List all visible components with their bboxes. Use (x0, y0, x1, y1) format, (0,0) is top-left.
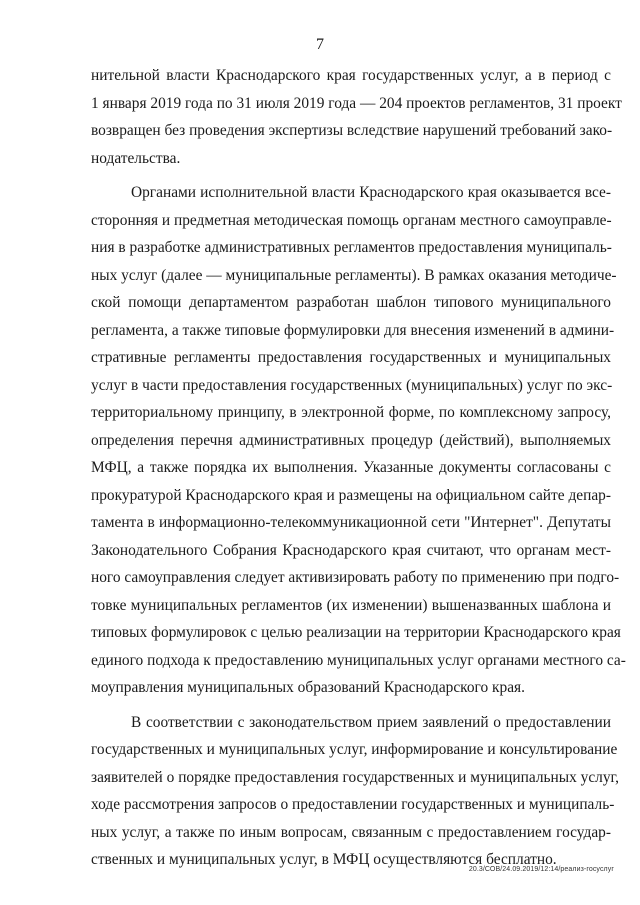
text-line: нодательства. (91, 149, 181, 167)
text-line: сторонняя и предметная методическая помощь органам местного самоуправле- (91, 211, 612, 229)
text-line: типовых формулировок с целью реализации на территории Краснодарского края (91, 624, 621, 641)
text-line: территориальному принципу, в электронной форме, по комплексному запросу, (91, 404, 611, 421)
text-line: ской помощи департаментом разработан шаблон типового муниципального (91, 294, 611, 311)
text-line: возвращен без проведения экспертизы вследствие нарушений требований зако- (91, 122, 613, 139)
text-line: ния в разработке административных регламентов предоставления муниципаль- (91, 239, 612, 256)
document-registration-code: 20.3/СОВ/24.09.2019/12:14/реализ-госуслуг (468, 866, 614, 873)
text-line: регламента, а также типовые формулировки для внесения изменений в админи- (91, 321, 615, 339)
text-line: моуправления муниципальных образований Краснодарского края. (91, 679, 525, 696)
text-line: ходе рассмотрения запросов о предоставлении государственных и муниципаль- (91, 796, 615, 813)
text-line: ных услуг (далее — муниципальные регламенты). В рамках оказания методиче- (91, 266, 617, 284)
text-line: ных услуг, а также по иным вопросам, связанным с предоставлением государ- (91, 823, 611, 841)
text-line: ственных и муниципальных услуг, в МФЦ осуществляются бесплатно. (91, 851, 557, 868)
page-number: 7 (316, 36, 324, 53)
text-line: определения перечня административных процедур (действий), выполняемых (91, 431, 611, 449)
text-line: МФЦ, а также порядка их выполнения. Указанные документы согласованы с (91, 459, 611, 476)
text-line: услуг в части предоставления государственных (муниципальных) услуг по экс- (91, 376, 613, 394)
paragraph-1 (91, 62, 622, 172)
text-line: В соответствии с законодательством прием заявлений о предоставлении (131, 713, 611, 731)
text-line: товке муниципальных регламентов (их изменении) вышеназванных шаблона и (91, 596, 611, 614)
text-line: тамента в информационно-телекоммуникационной сети "Интернет". Депутаты (91, 514, 611, 531)
text-line: государственных и муниципальных услуг, информирование и консультирование (91, 741, 618, 758)
text-line: ного самоуправления следует активизировать работу по применению при подго- (91, 569, 620, 586)
text-line: прокуратурой Краснодарского края и размещены на официальном сайте депар- (91, 486, 611, 504)
paragraph-3 (91, 709, 619, 874)
text-line: стративные регламенты предоставления государственных и муниципальных (91, 349, 611, 366)
paragraph-2 (91, 179, 626, 702)
text-line: Органами исполнительной власти Краснодарского края оказывается все- (131, 184, 611, 201)
text-line: Законодательного Собрания Краснодарского края считают, что органам мест- (91, 541, 611, 559)
text-line: заявителей о порядке предоставления государственных и муниципальных услуг, (91, 768, 619, 786)
text-line: единого подхода к предоставлению муниципальных услуг органами местного са- (91, 651, 626, 669)
document-body (91, 62, 626, 874)
text-line: нительной власти Краснодарского края государственных услуг, а в период с (91, 67, 611, 84)
text-line: 1 января 2019 года по 31 июля 2019 года — 204 проектов регламентов, 31 проект (91, 94, 622, 112)
